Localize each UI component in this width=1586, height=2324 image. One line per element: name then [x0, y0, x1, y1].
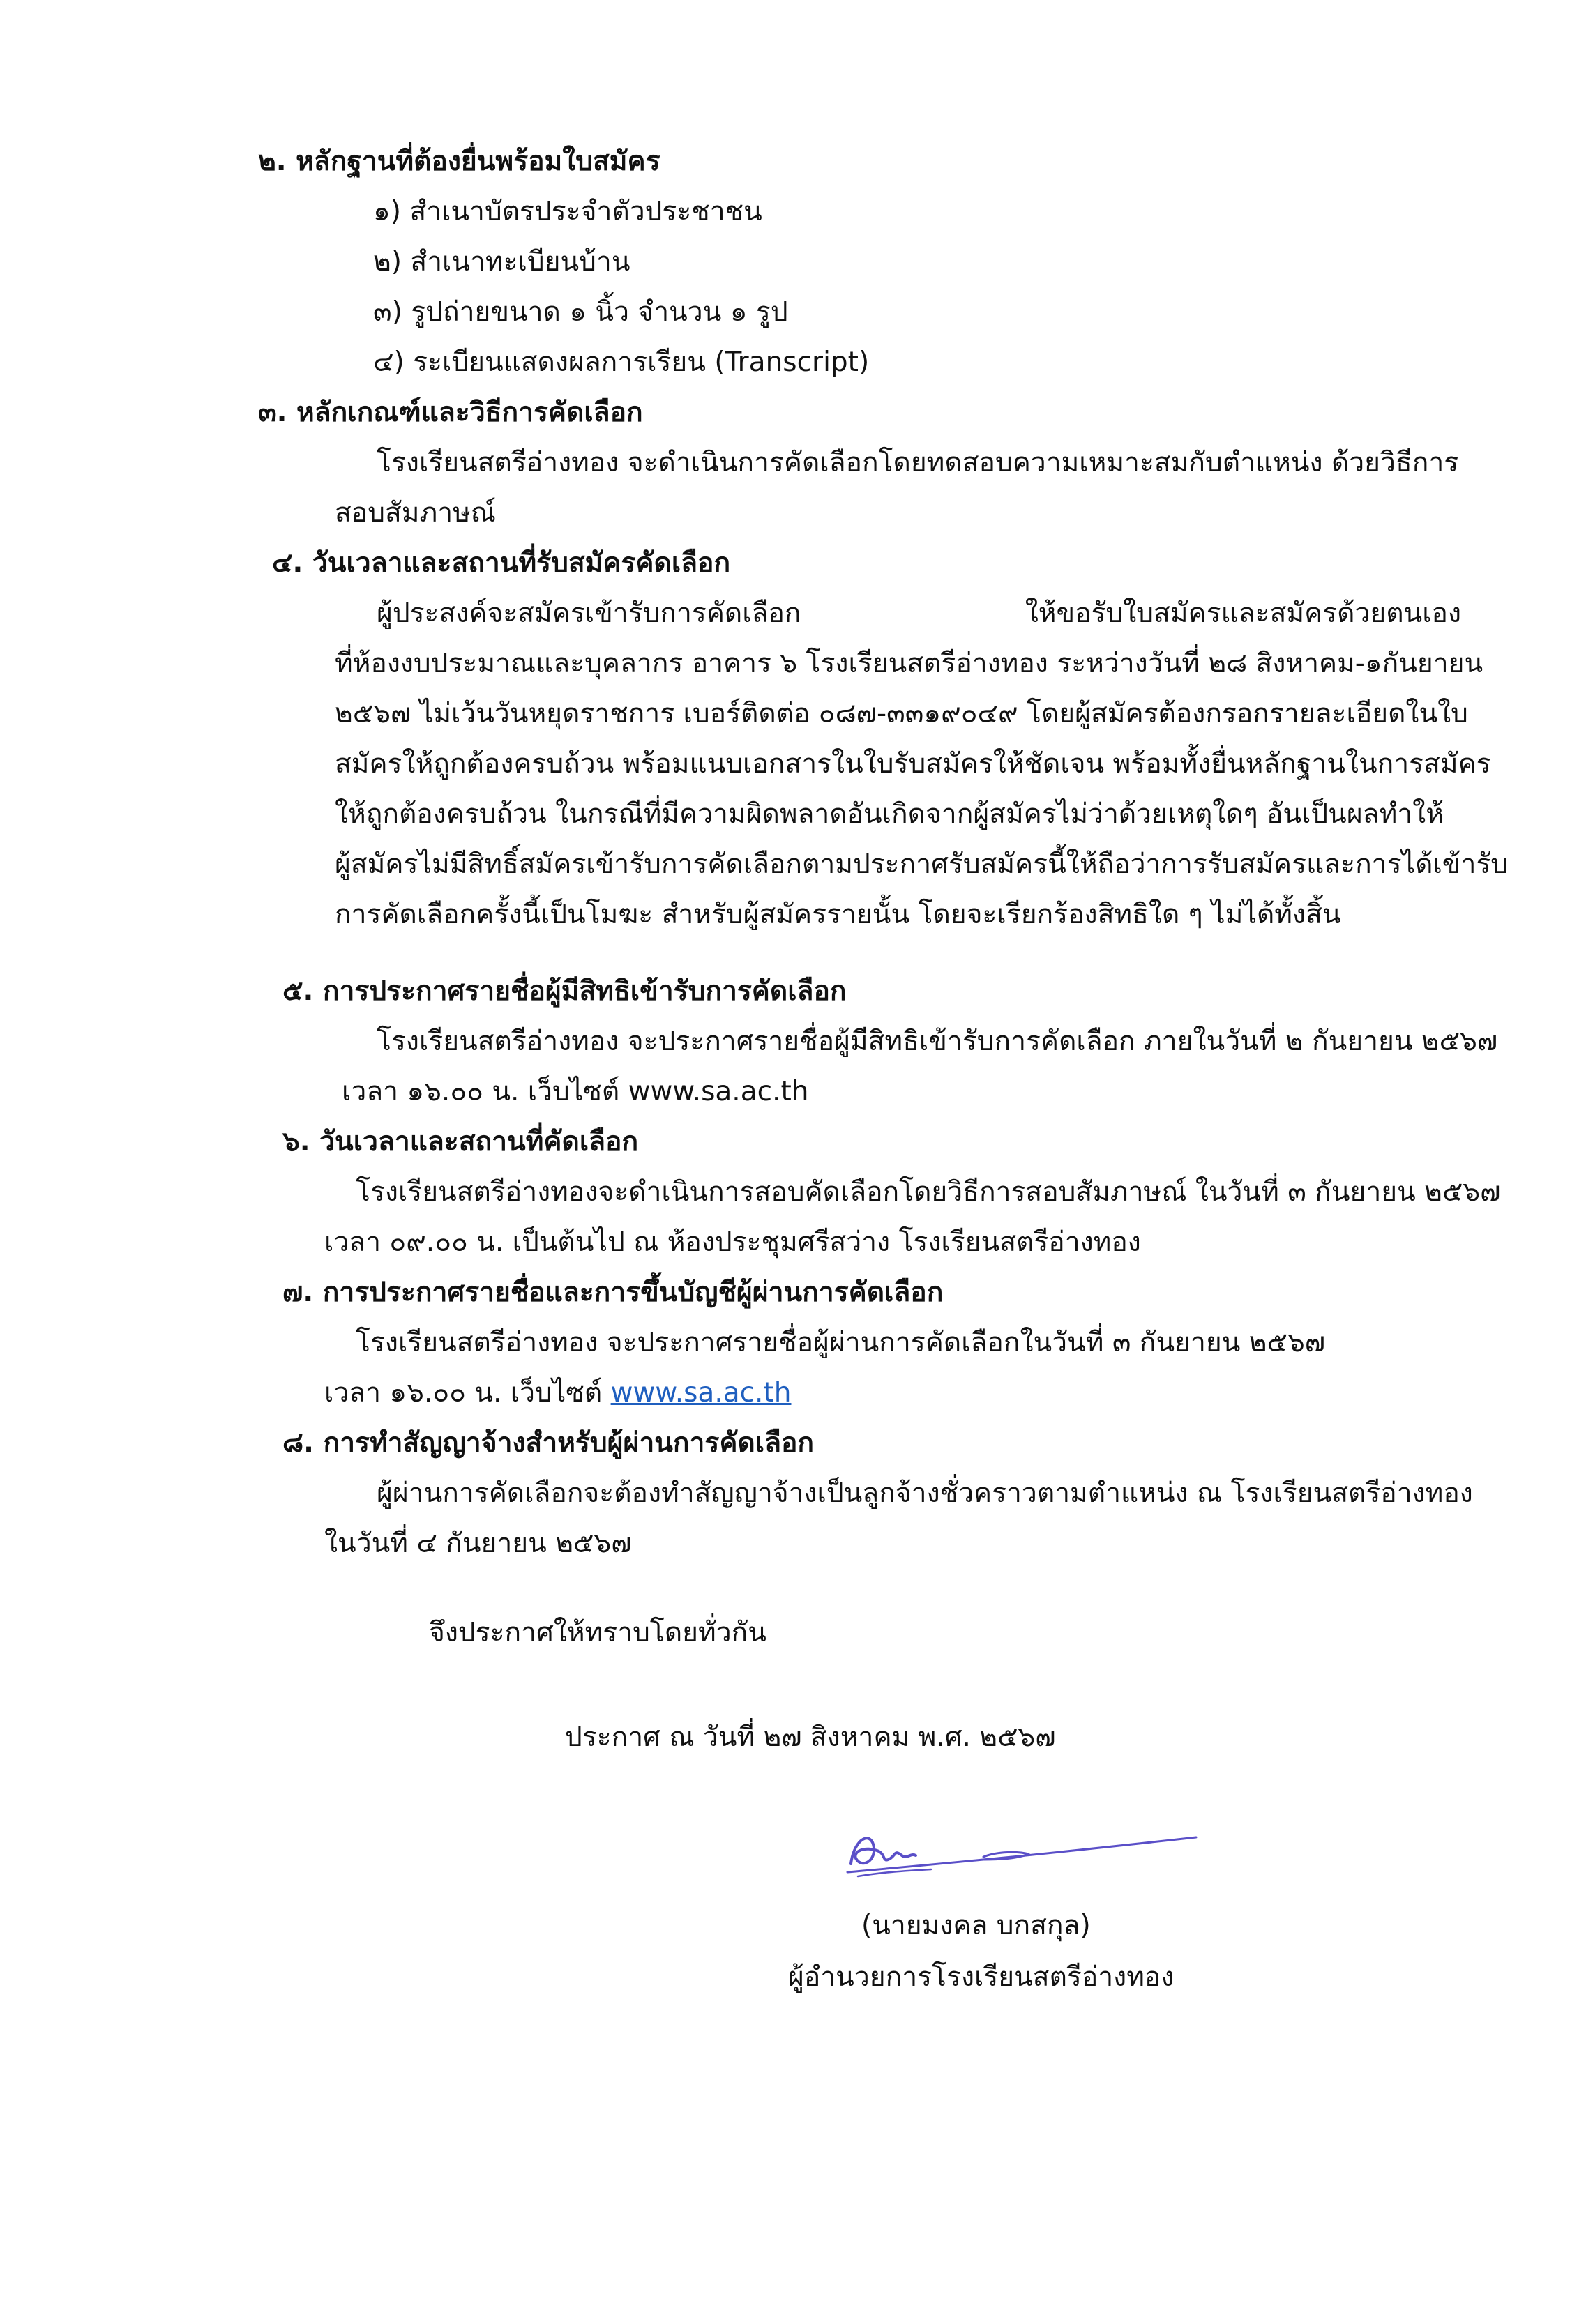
section-3-line-1: โรงเรียนสตรีอ่างทอง จะดำเนินการคัดเลือกโดยทดสอบความเหมาะสมกับตำแหน่ง ด้วยวิธีการ — [377, 447, 1459, 478]
section-4-heading: ๔. วันเวลาและสถานที่รับสมัครคัดเลือก — [272, 547, 731, 579]
section-7-line-1: โรงเรียนสตรีอ่างทอง จะประกาศรายชื่อผู้ผ่านการคัดเลือกในวันที่ ๓ กันยายน ๒๕๖๗ — [356, 1327, 1326, 1358]
section-4-line-3: ๒๕๖๗ ไม่เว้นวันหยุดราชการ เบอร์ติดต่อ ๐๘๗-๓๓๑๙๐๔๙ โดยผู้สมัครต้องกรอกรายละเอียดในใบ — [335, 698, 1468, 729]
section-4-line-5: ให้ถูกต้องครบถ้วน ในกรณีที่มีความผิดพลาดอันเกิดจากผู้สมัครไม่ว่าด้วยเหตุใดๆ อันเป็นผลทำให้ — [335, 798, 1444, 830]
section-8-line-2: ในวันที่ ๔ กันยายน ๒๕๖๗ — [324, 1528, 632, 1559]
section-6-line-2: เวลา ๐๙.๐๐ น. เป็นต้นไป ณ ห้องประชุมศรีสว่าง โรงเรียนสตรีอ่างทอง — [324, 1226, 1141, 1258]
section-6-line-1: โรงเรียนสตรีอ่างทองจะดำเนินการสอบคัดเลือกโดยวิธีการสอบสัมภาษณ์ ในวันที่ ๓ กันยายน ๒๕๖๗ — [356, 1176, 1501, 1208]
website-link[interactable]: www.sa.ac.th — [610, 1377, 792, 1408]
section-4-line-4: สมัครให้ถูกต้องครบถ้วน พร้อมแนบเอกสารในใบรับสมัครให้ชัดเจน พร้อมทั้งยื่นหลักฐานในการสมัคร — [335, 748, 1491, 780]
section-2-item-1: ๑) สำเนาบัตรประจำตัวประชาชน — [373, 196, 762, 227]
section-2-item-4: ๔) ระเบียนแสดงผลการเรียน (Transcript) — [373, 347, 870, 378]
section-4-line-2: ที่ห้องงบประมาณและบุคลากร อาคาร ๖ โรงเรียนสตรีอ่างทอง ระหว่างวันที่ ๒๘ สิงหาคม-๑กันยายน — [335, 648, 1483, 679]
section-3-heading: ๓. หลักเกณฑ์และวิธีการคัดเลือก — [258, 397, 643, 428]
section-4-line-7: การคัดเลือกครั้งนี้เป็นโมฆะ สำหรับผู้สมัครรายนั้น โดยจะเรียกร้องสิทธิใด ๆ ไม่ได้ทั้งสิ้น — [335, 899, 1341, 930]
section-8-line-1: ผู้ผ่านการคัดเลือกจะต้องทำสัญญาจ้างเป็นลูกจ้างชั่วคราวตามตำแหน่ง ณ โรงเรียนสตรีอ่างทอง — [377, 1478, 1473, 1509]
section-3-line-2: สอบสัมภาษณ์ — [335, 497, 496, 529]
announcement-date: ประกาศ ณ วันที่ ๒๗ สิงหาคม พ.ศ. ๒๕๖๗ — [565, 1722, 1056, 1753]
section-5-line-1: โรงเรียนสตรีอ่างทอง จะประกาศรายชื่อผู้มีสิทธิเข้ารับการคัดเลือก ภายในวันที่ ๒ กันยายน ๒๕๖๗ — [377, 1026, 1498, 1057]
section-2-item-3: ๓) รูปถ่ายขนาด ๑ นิ้ว จำนวน ๑ รูป — [373, 296, 788, 328]
section-7-heading: ๗. การประกาศรายชื่อและการขึ้นบัญชีผู้ผ่านการคัดเลือก — [282, 1277, 944, 1308]
section-4-line-1-part-a: ผู้ประสงค์จะสมัครเข้ารับการคัดเลือก — [377, 598, 801, 629]
section-5-heading: ๕. การประกาศรายชื่อผู้มีสิทธิเข้ารับการคัดเลือก — [282, 975, 847, 1007]
section-4-line-6: ผู้สมัครไม่มีสิทธิ์สมัครเข้ารับการคัดเลือกตามประกาศรับสมัครนี้ให้ถือว่าการรับสมัครและการได้เข้ารับ — [335, 849, 1509, 880]
section-2-heading: ๒. หลักฐานที่ต้องยื่นพร้อมใบสมัคร — [258, 146, 660, 177]
signer-name: (นายมงคล บกสกุล) — [861, 1910, 1091, 1941]
signature-image — [840, 1809, 1203, 1886]
section-2-item-2: ๒) สำเนาทะเบียนบ้าน — [373, 246, 630, 278]
section-7-line-2 — [324, 1376, 791, 1410]
section-6-heading: ๖. วันเวลาและสถานที่คัดเลือก — [282, 1126, 639, 1157]
section-7-line-2-text: เวลา ๑๖.๐๐ น. เว็บไซต์ — [324, 1377, 611, 1408]
closing-statement: จึงประกาศให้ทราบโดยทั่วกัน — [429, 1617, 766, 1648]
section-8-heading: ๘. การทำสัญญาจ้างสำหรับผู้ผ่านการคัดเลือก — [282, 1427, 815, 1459]
signer-title: ผู้อำนวยการโรงเรียนสตรีอ่างทอง — [788, 1961, 1175, 1993]
section-4-line-1-part-b: ให้ขอรับใบสมัครและสมัครด้วยตนเอง — [1025, 598, 1461, 629]
section-5-line-2: เวลา ๑๖.๐๐ น. เว็บไซต์ www.sa.ac.th — [342, 1076, 809, 1107]
section-4-line-1 — [377, 597, 1461, 630]
